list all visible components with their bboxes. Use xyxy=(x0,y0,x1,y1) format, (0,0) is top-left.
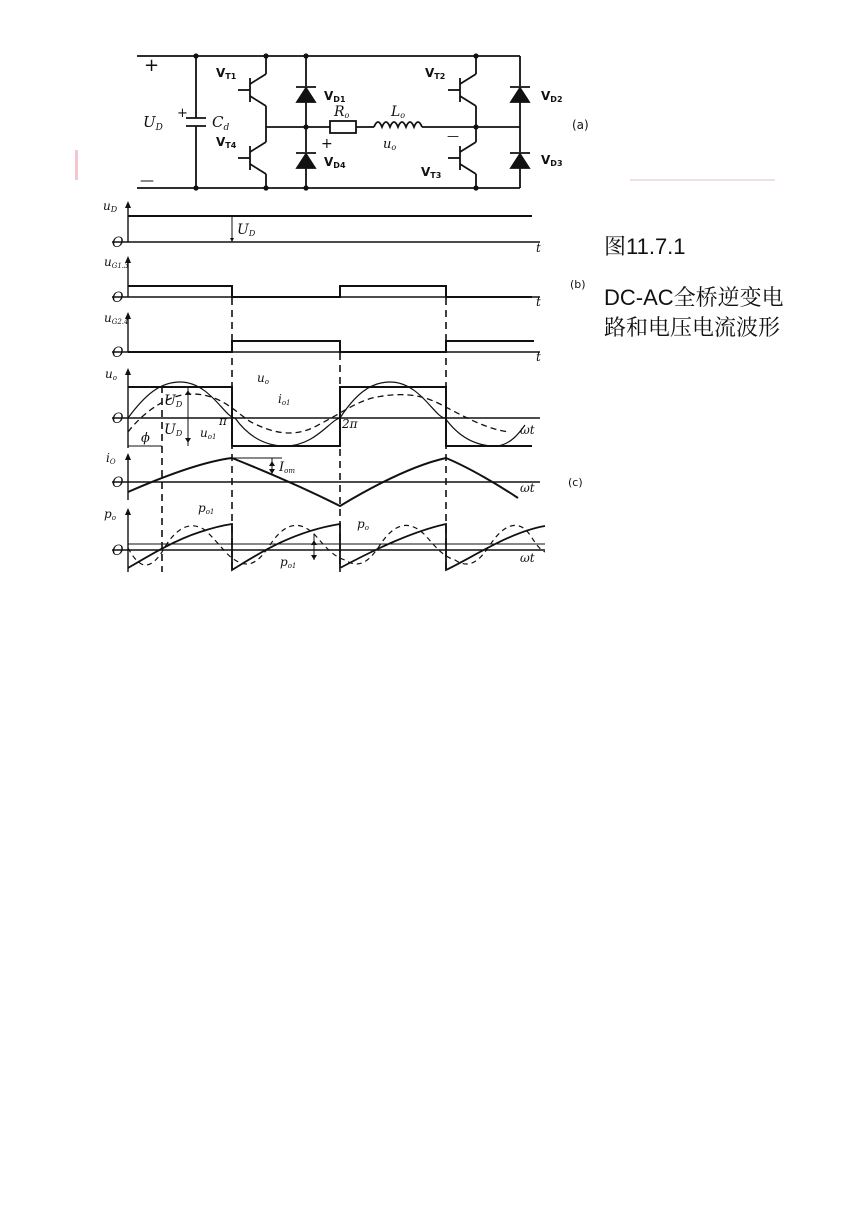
figure-caption xyxy=(604,283,824,343)
axis-arrows-b xyxy=(125,201,234,319)
vd4-label: VD4 xyxy=(324,155,346,170)
ug24-axis-label: uG2.4 xyxy=(104,311,129,326)
origin-b3: O xyxy=(112,345,124,361)
wt-axis-c1: ωt xyxy=(520,423,535,437)
figure-number: 图11.7.1 xyxy=(604,234,686,259)
l-label: Lo xyxy=(391,104,406,120)
wt-axis-c3: ωt xyxy=(520,551,535,565)
iom-label: Iom xyxy=(279,460,295,475)
io-axis-label: iO xyxy=(106,451,116,466)
pi-label: π xyxy=(219,414,227,428)
caption-line-2: 路和电压电流波形 xyxy=(604,315,781,340)
vt3-label: VT3 xyxy=(421,165,442,180)
source-label: $U_D$ xyxy=(143,113,163,133)
ud-neg-label: UD xyxy=(164,422,183,438)
axis-arrows-c xyxy=(125,368,191,515)
vt1-label: VT1 xyxy=(216,66,237,81)
waves-b xyxy=(112,205,540,352)
ug13-axis-label: uG1.3 xyxy=(104,255,129,270)
origin-c3: O xyxy=(112,543,124,559)
uo-curve-label: uo xyxy=(257,371,269,386)
po1-top-label: po1 xyxy=(198,501,215,516)
ud-axis-label: uD xyxy=(103,199,118,214)
cap-plus: + xyxy=(177,106,188,121)
two-pi-label: 2π xyxy=(342,417,358,431)
load-minus: — xyxy=(447,129,459,143)
ud-pos-label: UD xyxy=(164,393,183,409)
waves-po xyxy=(112,512,545,572)
plus-sign: + xyxy=(144,55,160,76)
part-a-label: (a) xyxy=(572,118,589,132)
vt4-label: VT4 xyxy=(216,135,237,150)
load-plus: + xyxy=(321,136,333,152)
t-axis-b3: t xyxy=(536,350,541,364)
t-axis-b2: t xyxy=(536,295,541,309)
part-c-label: (c) xyxy=(568,476,583,489)
ud-level-label: UD xyxy=(237,222,256,238)
r-label: Ro xyxy=(334,104,350,120)
vd3-label: VD3 xyxy=(541,153,563,168)
cap-label: $C_d$ xyxy=(212,113,230,133)
origin-b1: O xyxy=(112,235,124,251)
minus-sign: — xyxy=(140,173,154,189)
po-axis-label: po xyxy=(104,507,116,522)
phi-label: ϕ xyxy=(141,431,150,446)
scan-mark xyxy=(75,150,78,180)
uo1-curve-label: uo1 xyxy=(200,426,217,441)
wt-axis-c2: ωt xyxy=(520,481,535,495)
io1-curve-label: io1 xyxy=(278,392,291,407)
origin-c1: O xyxy=(112,411,124,427)
origin-b2: O xyxy=(112,290,124,306)
po-mid-label: po xyxy=(357,517,369,532)
uo-axis-label: uo xyxy=(105,367,117,382)
waves-io xyxy=(112,456,540,506)
vd1-label: VD1 xyxy=(324,89,346,104)
vd2-label: VD2 xyxy=(541,89,563,104)
origin-c2: O xyxy=(112,475,124,491)
po1-bot-label: po1 xyxy=(280,555,297,570)
vt2-label: VT2 xyxy=(425,66,446,81)
part-b-label: (b) xyxy=(570,278,586,291)
t-axis-b1: t xyxy=(536,241,541,255)
caption-line-1: DC-AC全桥逆变电 xyxy=(604,285,784,310)
uo-label: uo xyxy=(383,137,397,152)
